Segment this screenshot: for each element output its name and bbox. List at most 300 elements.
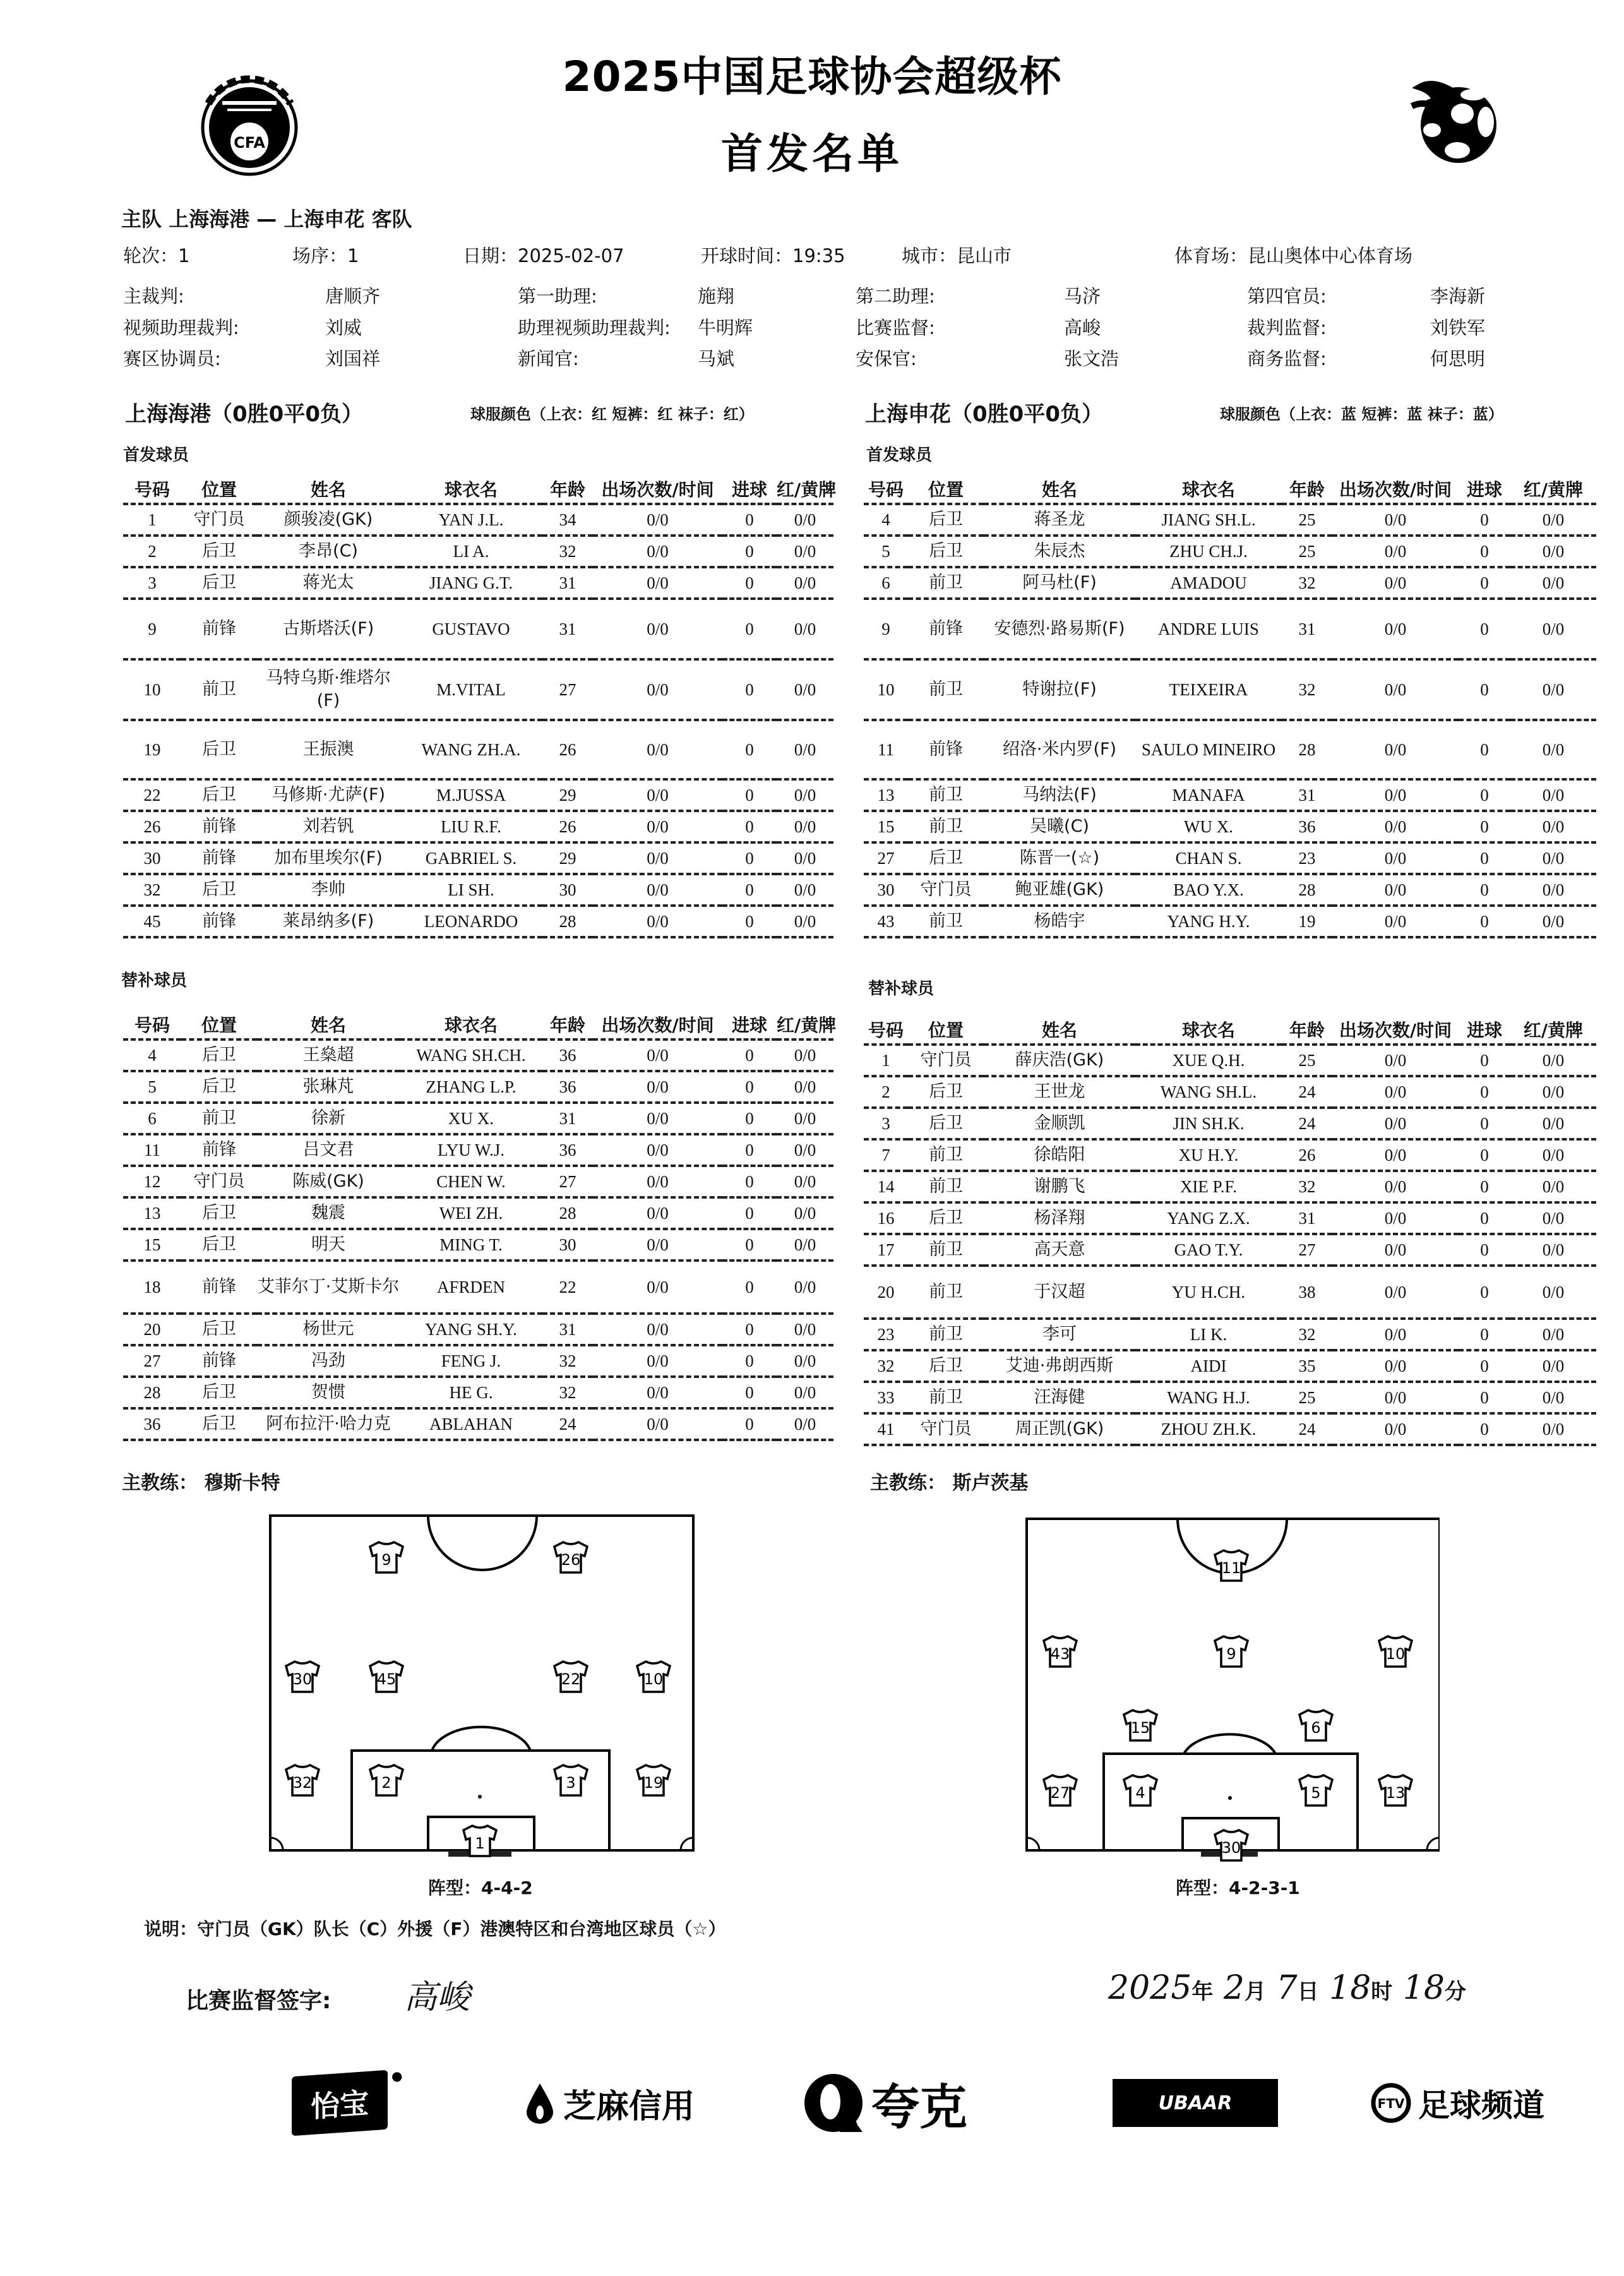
column-header: 球衣名 <box>1135 475 1282 504</box>
player-position: 后卫 <box>908 1108 984 1139</box>
shirt-name: ZHOU ZH.K. <box>1135 1413 1282 1445</box>
player-position: 前卫 <box>908 779 984 811</box>
goals: 0 <box>1459 1139 1510 1171</box>
shirt-name: CHEN W. <box>400 1166 542 1197</box>
svg-text:FTV: FTV <box>1377 2096 1405 2111</box>
cards: 0/0 <box>777 1039 833 1071</box>
shirt-number: 13 <box>1385 1784 1406 1802</box>
official-value: 马斌 <box>698 348 735 369</box>
cards: 0/0 <box>777 906 833 937</box>
goals: 0 <box>722 1261 777 1314</box>
player-position: 后卫 <box>181 1229 257 1261</box>
player-row <box>123 567 833 599</box>
player-number: 20 <box>864 1266 908 1319</box>
player-row <box>864 567 1596 599</box>
signed-hour: 18 <box>1329 1969 1371 2007</box>
home-starters-table <box>123 475 837 938</box>
player-row <box>864 1171 1596 1202</box>
player-number: 2 <box>123 536 181 567</box>
home-head-coach: 主教练： 穆斯卡特 <box>122 1472 280 1494</box>
player-number: 14 <box>864 1171 908 1202</box>
player-age: 22 <box>542 1261 593 1314</box>
player-name: 谢鹏飞 <box>984 1171 1135 1202</box>
player-row <box>123 1103 833 1134</box>
goals: 0 <box>722 1166 777 1197</box>
shirt-name: BAO Y.X. <box>1135 874 1282 906</box>
player-position: 守门员 <box>908 1413 984 1445</box>
shirt-number: 19 <box>643 1774 664 1792</box>
player-number: 5 <box>864 536 908 567</box>
official-value: 何思明 <box>1430 348 1486 369</box>
shirt-name: HE G. <box>400 1377 542 1408</box>
sponsor-name: 夸克 <box>871 2078 967 2135</box>
player-number: 13 <box>123 1197 181 1229</box>
away-starters-label: 首发球员 <box>866 446 933 465</box>
player-row <box>864 1045 1596 1076</box>
player-position: 后卫 <box>908 504 984 536</box>
player-row <box>864 1350 1596 1382</box>
player-row <box>123 599 833 659</box>
goals: 0 <box>1459 720 1510 779</box>
cards: 0/0 <box>777 504 833 536</box>
player-age: 26 <box>542 720 593 779</box>
player-name: 周正凯(GK) <box>984 1413 1135 1445</box>
player-age: 31 <box>542 599 593 659</box>
column-header: 出场次数/时间 <box>1332 1015 1459 1045</box>
shirt-name: GABRIEL S. <box>400 842 542 874</box>
shirt-name: AFRDEN <box>400 1261 542 1314</box>
appearances: 0/0 <box>1332 1076 1459 1108</box>
player-age: 23 <box>1282 842 1332 874</box>
cards: 0/0 <box>777 779 833 811</box>
shirt-name: WANG SH.CH. <box>400 1039 542 1071</box>
player-name: 阿马杜(F) <box>984 567 1135 599</box>
player-row <box>864 811 1596 842</box>
shirt-name: LI SH. <box>400 874 542 906</box>
column-header: 号码 <box>123 475 181 504</box>
sponsor-name: 芝麻信用 <box>563 2087 695 2126</box>
player-number: 36 <box>123 1408 181 1440</box>
player-name: 贺惯 <box>257 1377 400 1408</box>
player-name: 王燊超 <box>257 1039 400 1071</box>
column-header: 出场次数/时间 <box>1332 475 1459 504</box>
player-number: 12 <box>123 1166 181 1197</box>
player-name: 吴曦(C) <box>984 811 1135 842</box>
shirt-name: YAN J.L. <box>400 504 542 536</box>
cards: 0/0 <box>777 874 833 906</box>
player-number: 1 <box>123 504 181 536</box>
player-position: 守门员 <box>181 1166 257 1197</box>
player-number: 6 <box>123 1103 181 1134</box>
cards: 0/0 <box>777 720 833 779</box>
unit-month: 月 <box>1244 1979 1266 2004</box>
player-row <box>123 1377 833 1408</box>
player-position: 后卫 <box>181 779 257 811</box>
player-number: 26 <box>123 811 181 842</box>
shirt-number: 30 <box>1221 1839 1241 1857</box>
official-value: 张文浩 <box>1064 348 1119 369</box>
cards: 0/0 <box>1510 1382 1596 1413</box>
official-value: 施翔 <box>698 285 735 307</box>
player-position: 前锋 <box>181 1345 257 1377</box>
drop-icon <box>524 2081 556 2125</box>
player-number: 17 <box>864 1234 908 1266</box>
player-age: 32 <box>1282 1319 1332 1350</box>
goals: 0 <box>722 1134 777 1166</box>
player-age: 30 <box>542 874 593 906</box>
player-name: 李可 <box>984 1319 1135 1350</box>
column-header: 姓名 <box>257 1010 400 1039</box>
goals: 0 <box>1459 811 1510 842</box>
player-name: 李昂(C) <box>257 536 400 567</box>
shirt-name: LI A. <box>400 536 542 567</box>
shirt-name: ZHU CH.J. <box>1135 536 1282 567</box>
official-value: 刘铁军 <box>1430 317 1486 338</box>
player-age: 32 <box>542 1345 593 1377</box>
cards: 0/0 <box>1510 1350 1596 1382</box>
cards: 0/0 <box>1510 1108 1596 1139</box>
player-position: 守门员 <box>181 504 257 536</box>
goals: 0 <box>722 1039 777 1071</box>
column-header: 姓名 <box>984 475 1135 504</box>
cards: 0/0 <box>1510 779 1596 811</box>
player-position: 后卫 <box>908 1076 984 1108</box>
cards: 0/0 <box>777 1314 833 1345</box>
player-name: 冯劲 <box>257 1345 400 1377</box>
officials-row-2 <box>123 314 1575 342</box>
official-label: 新闻官: <box>518 348 579 369</box>
legend-note: 说明：守门员（GK）队长（C）外援（F）港澳特区和台湾地区球员（☆） <box>144 1919 726 1939</box>
cards: 0/0 <box>1510 1202 1596 1234</box>
player-age: 28 <box>1282 874 1332 906</box>
player-number: 33 <box>864 1382 908 1413</box>
player-position: 前卫 <box>908 1382 984 1413</box>
shirt-name: ABLAHAN <box>400 1408 542 1440</box>
cards: 0/0 <box>1510 536 1596 567</box>
shirt-name: WEI ZH. <box>400 1197 542 1229</box>
player-age: 27 <box>1282 1234 1332 1266</box>
player-position: 后卫 <box>181 1377 257 1408</box>
player-age: 24 <box>1282 1108 1332 1139</box>
goals: 0 <box>1459 1076 1510 1108</box>
player-age: 24 <box>1282 1413 1332 1445</box>
player-age: 25 <box>1282 536 1332 567</box>
round: 轮次：1 <box>123 245 190 267</box>
player-row <box>864 1108 1596 1139</box>
player-name: 陈威(GK) <box>257 1166 400 1197</box>
cards: 0/0 <box>1510 567 1596 599</box>
page-subtitle: 首发名单 <box>721 129 903 178</box>
table-header-row <box>123 475 833 504</box>
column-header: 位置 <box>181 1010 257 1039</box>
player-position: 后卫 <box>908 536 984 567</box>
cards: 0/0 <box>777 1197 833 1229</box>
player-position: 后卫 <box>181 1039 257 1071</box>
player-name: 于汉超 <box>984 1266 1135 1319</box>
player-position: 后卫 <box>908 1350 984 1382</box>
player-name: 张琳芃 <box>257 1071 400 1103</box>
player-number: 11 <box>864 720 908 779</box>
player-name: 王世龙 <box>984 1076 1135 1108</box>
player-name: 安德烈·路易斯(F) <box>984 599 1135 659</box>
player-name: 魏震 <box>257 1197 400 1229</box>
sponsor-name: UBAAR <box>1113 2079 1278 2127</box>
page-title: 2025中国足球协会超级杯 <box>562 52 1062 101</box>
player-name: 蒋光太 <box>257 567 400 599</box>
goals: 0 <box>722 1377 777 1408</box>
player-position: 前锋 <box>181 1134 257 1166</box>
column-header: 进球 <box>722 1010 777 1039</box>
goals: 0 <box>722 567 777 599</box>
column-header: 年龄 <box>1282 475 1332 504</box>
appearances: 0/0 <box>1332 504 1459 536</box>
sponsor-quark-logo <box>802 2068 1029 2138</box>
shirt-number: 10 <box>1385 1645 1406 1663</box>
player-position: 后卫 <box>181 1408 257 1440</box>
unit-year: 年 <box>1191 1979 1214 2004</box>
goals: 0 <box>722 1229 777 1261</box>
goals: 0 <box>722 504 777 536</box>
player-row <box>864 536 1596 567</box>
cards: 0/0 <box>777 1229 833 1261</box>
super-cup-ball-logo-icon <box>1407 75 1502 169</box>
shirt-name: SAULO MINEIRO <box>1135 720 1282 779</box>
goals: 0 <box>1459 1319 1510 1350</box>
cards: 0/0 <box>1510 874 1596 906</box>
sponsor-ubaar-logo <box>1113 2068 1282 2138</box>
player-number: 18 <box>123 1261 181 1314</box>
official-label: 第二助理: <box>856 285 935 307</box>
column-header: 出场次数/时间 <box>593 1010 722 1039</box>
player-number: 15 <box>123 1229 181 1261</box>
cards: 0/0 <box>1510 720 1596 779</box>
appearances: 0/0 <box>1332 1139 1459 1171</box>
home-formation-label: 阵型：4-4-2 <box>428 1878 533 1898</box>
appearances: 0/0 <box>1332 1382 1459 1413</box>
player-age: 32 <box>1282 567 1332 599</box>
cards: 0/0 <box>777 1377 833 1408</box>
shirt-name: CHAN S. <box>1135 842 1282 874</box>
cards: 0/0 <box>777 1345 833 1377</box>
cards: 0/0 <box>777 1071 833 1103</box>
shirt-name: GUSTAVO <box>400 599 542 659</box>
player-name: 刘若钒 <box>257 811 400 842</box>
player-number: 10 <box>123 659 181 720</box>
column-header: 红/黄牌 <box>1510 475 1596 504</box>
player-number: 30 <box>864 874 908 906</box>
table-header-row <box>864 1015 1596 1045</box>
appearances: 0/0 <box>593 842 722 874</box>
player-row <box>864 779 1596 811</box>
column-header: 球衣名 <box>400 1010 542 1039</box>
appearances: 0/0 <box>593 1261 722 1314</box>
player-position: 守门员 <box>908 874 984 906</box>
column-header: 姓名 <box>257 475 400 504</box>
away-head-coach: 主教练： 斯卢茨基 <box>870 1472 1029 1494</box>
cards: 0/0 <box>777 567 833 599</box>
player-age: 31 <box>542 567 593 599</box>
match-date: 日期：2025-02-07 <box>463 245 624 267</box>
appearances: 0/0 <box>1332 1202 1459 1234</box>
player-position: 前卫 <box>181 1103 257 1134</box>
player-position: 前卫 <box>908 811 984 842</box>
shirt-number: 11 <box>1221 1559 1241 1577</box>
player-name: 徐皓阳 <box>984 1139 1135 1171</box>
player-position: 后卫 <box>181 567 257 599</box>
cards: 0/0 <box>1510 1319 1596 1350</box>
player-name: 高天意 <box>984 1234 1135 1266</box>
sponsor-name: 足球频道 <box>1418 2087 1544 2124</box>
appearances: 0/0 <box>593 567 722 599</box>
player-position: 前卫 <box>908 1171 984 1202</box>
player-number: 20 <box>123 1314 181 1345</box>
appearances: 0/0 <box>1332 1171 1459 1202</box>
shirt-number: 9 <box>1226 1645 1236 1663</box>
player-position: 前卫 <box>908 1319 984 1350</box>
player-row <box>123 659 833 720</box>
appearances: 0/0 <box>593 1314 722 1345</box>
shirt-number: 27 <box>1050 1784 1070 1802</box>
table-header-row <box>864 475 1596 504</box>
player-age: 31 <box>1282 599 1332 659</box>
cards: 0/0 <box>1510 659 1596 720</box>
home-formation-pitch <box>265 1512 701 1866</box>
appearances: 0/0 <box>593 1103 722 1134</box>
column-header: 年龄 <box>542 475 593 504</box>
goals: 0 <box>1459 599 1510 659</box>
official-label: 比赛监督: <box>856 317 935 338</box>
cards: 0/0 <box>777 1134 833 1166</box>
appearances: 0/0 <box>593 659 722 720</box>
player-age: 31 <box>1282 1202 1332 1234</box>
column-header: 进球 <box>1459 475 1510 504</box>
player-position: 前卫 <box>908 1139 984 1171</box>
stadium: 体育场：昆山奥体中心体育场 <box>1174 245 1413 267</box>
appearances: 0/0 <box>1332 567 1459 599</box>
player-age: 34 <box>542 504 593 536</box>
player-row <box>864 1266 1596 1319</box>
player-row <box>123 1039 833 1071</box>
player-age: 36 <box>542 1039 593 1071</box>
officials-row-1 <box>123 282 1575 310</box>
player-row <box>864 504 1596 536</box>
cards: 0/0 <box>1510 599 1596 659</box>
appearances: 0/0 <box>1332 811 1459 842</box>
player-position: 前锋 <box>181 599 257 659</box>
cards: 0/0 <box>777 659 833 720</box>
official-value: 李海新 <box>1430 285 1486 307</box>
shirt-name: GAO T.Y. <box>1135 1234 1282 1266</box>
official-label: 第四官员: <box>1247 285 1327 307</box>
player-number: 32 <box>123 874 181 906</box>
player-number: 11 <box>123 1134 181 1166</box>
player-number: 15 <box>864 811 908 842</box>
cards: 0/0 <box>1510 906 1596 937</box>
shirt-number: 32 <box>292 1774 313 1792</box>
shirt-name: JIN SH.K. <box>1135 1108 1282 1139</box>
player-position: 前卫 <box>908 567 984 599</box>
player-position: 后卫 <box>908 1202 984 1234</box>
player-position: 前卫 <box>908 1234 984 1266</box>
city: 城市：昆山市 <box>902 245 1012 267</box>
player-row <box>123 1229 833 1261</box>
player-position: 后卫 <box>181 1197 257 1229</box>
official-label: 视频助理裁判: <box>123 317 239 338</box>
shirt-number: 30 <box>292 1670 313 1688</box>
player-age: 19 <box>1282 906 1332 937</box>
player-number: 27 <box>123 1345 181 1377</box>
cards: 0/0 <box>777 811 833 842</box>
player-row <box>123 1197 833 1229</box>
supervisor-signature-label: 比赛监督签字: <box>186 1988 331 2014</box>
cards: 0/0 <box>1510 1413 1596 1445</box>
player-name: 徐新 <box>257 1103 400 1134</box>
player-row <box>123 1345 833 1377</box>
shirt-name: WANG SH.L. <box>1135 1076 1282 1108</box>
column-header: 位置 <box>181 475 257 504</box>
player-age: 29 <box>542 779 593 811</box>
player-age: 25 <box>1282 1382 1332 1413</box>
player-age: 32 <box>542 1377 593 1408</box>
player-number: 23 <box>864 1319 908 1350</box>
player-age: 30 <box>542 1229 593 1261</box>
appearances: 0/0 <box>593 1071 722 1103</box>
column-header: 进球 <box>722 475 777 504</box>
goals: 0 <box>722 720 777 779</box>
player-number: 27 <box>864 842 908 874</box>
appearances: 0/0 <box>1332 1319 1459 1350</box>
goals: 0 <box>722 1345 777 1377</box>
sponsor-name: 怡宝 <box>292 2070 388 2136</box>
sponsor-football-channel-logo <box>1369 2068 1571 2138</box>
shirt-name: MANAFA <box>1135 779 1282 811</box>
player-name: 杨世元 <box>257 1314 400 1345</box>
column-header: 号码 <box>864 1015 908 1045</box>
player-position: 前锋 <box>181 906 257 937</box>
player-row <box>123 1071 833 1103</box>
player-age: 25 <box>1282 1045 1332 1076</box>
official-value: 刘威 <box>325 317 362 338</box>
goals: 0 <box>722 842 777 874</box>
goals: 0 <box>1459 842 1510 874</box>
cards: 0/0 <box>1510 1045 1596 1076</box>
goals: 0 <box>1459 1413 1510 1445</box>
column-header: 年龄 <box>542 1010 593 1039</box>
player-position: 前锋 <box>181 811 257 842</box>
player-number: 5 <box>123 1071 181 1103</box>
player-number: 22 <box>123 779 181 811</box>
goals: 0 <box>722 874 777 906</box>
player-number: 3 <box>123 567 181 599</box>
player-age: 31 <box>1282 779 1332 811</box>
official-label: 主裁判: <box>123 285 184 307</box>
away-formation-pitch <box>1023 1512 1440 1866</box>
goals: 0 <box>1459 659 1510 720</box>
appearances: 0/0 <box>593 599 722 659</box>
player-row <box>864 659 1596 720</box>
cards: 0/0 <box>777 1408 833 1440</box>
away-subs-label: 替补球员 <box>868 979 934 998</box>
shirt-name: XIE P.F. <box>1135 1171 1282 1202</box>
official-label: 裁判监督: <box>1247 317 1327 338</box>
goals: 0 <box>1459 874 1510 906</box>
player-number: 13 <box>864 779 908 811</box>
player-number: 28 <box>123 1377 181 1408</box>
player-age: 26 <box>542 811 593 842</box>
appearances: 0/0 <box>593 1134 722 1166</box>
goals: 0 <box>1459 1045 1510 1076</box>
appearances: 0/0 <box>593 720 722 779</box>
